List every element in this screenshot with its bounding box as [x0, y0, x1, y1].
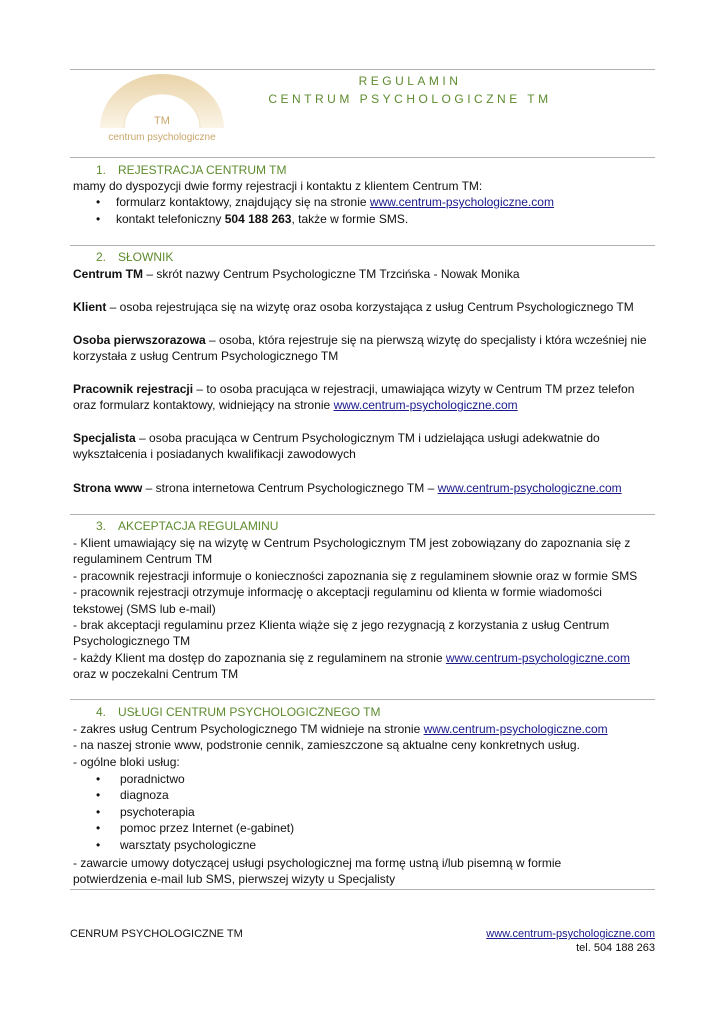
website-link[interactable]: www.centrum-psychologiczne.com	[333, 398, 518, 413]
s1-bullet-2: • kontakt telefoniczny 504 188 263, także w formie SMS.	[96, 212, 409, 226]
divider	[70, 157, 655, 158]
phone-number: 504 188 263	[224, 212, 292, 226]
section-number: 3.	[96, 519, 107, 533]
divider	[70, 699, 655, 700]
section-number: 4.	[96, 705, 107, 719]
divider	[70, 245, 655, 246]
definition-centrum-tm: Centrum TM – skrót nazwy Centrum Psychologiczne TM Trzcińska - Nowak Monika	[73, 267, 520, 281]
s4-intro: - zakres usług Centrum Psychologicznego TM widnieje na stronie www.centrum-psychologiczne.com - na naszej stronie www, podstronie cennik, zamieszczone są aktualne ceny konkretnych usług. - ogólne bloki usług:	[73, 722, 608, 769]
footer-website-link[interactable]: www.centrum-psychologiczne.com	[486, 928, 655, 940]
section-title: REJESTRACJA CENTRUM TM	[118, 163, 287, 177]
list-item: • psychoterapia	[96, 804, 195, 819]
definition-pracownik-rejestracji: Pracownik rejestracji – to osoba pracująca w rejestracji, umawiająca wizyty w Centrum TM przez telefon oraz formularz kontaktowy, widniejący na stronie www.centrum-psychologiczne.com	[73, 382, 635, 413]
section-4-heading	[96, 705, 380, 719]
section-title: USŁUGI CENTRUM PSYCHOLOGICZNEGO TM	[118, 705, 381, 719]
website-link[interactable]: www.centrum-psychologiczne.com	[437, 481, 622, 495]
footer-phone: tel. 504 188 263	[576, 942, 655, 954]
top-divider	[70, 69, 655, 70]
definition-strona-www: Strona www – strona internetowa Centrum Psychologicznego TM – www.centrum-psychologiczne.com	[73, 481, 622, 495]
bullet-icon: •	[96, 212, 101, 226]
footer-right	[486, 927, 655, 955]
definition-specjalista: Specjalista – osoba pracująca w Centrum Psychologicznym TM i udzielająca usługi adekwatnie do wykształcenia i posiadanych kwalifikacji zawodowych	[73, 431, 600, 462]
logo-letters: TM	[154, 115, 170, 127]
section-number: 2.	[96, 250, 107, 264]
bullet-icon: •	[96, 195, 101, 209]
section-title: AKCEPTACJA REGULAMINU	[118, 519, 279, 533]
doc-title: REGULAMIN	[358, 74, 462, 88]
section-title: SŁOWNIK	[118, 250, 174, 264]
logo-text: centrum psychologiczne	[108, 132, 216, 143]
section-1-heading	[96, 163, 286, 177]
list-item: • warsztaty psychologiczne	[96, 837, 257, 852]
divider	[70, 889, 655, 890]
list-item: • diagnoza	[96, 788, 169, 803]
list-item: • pomoc przez Internet (e-gabinet)	[96, 821, 295, 836]
list-item: • poradnictwo	[96, 772, 185, 786]
website-link[interactable]: www.centrum-psychologiczne.com	[423, 722, 608, 736]
section-3-heading	[96, 519, 278, 533]
section-2-heading	[96, 250, 173, 264]
s1-bullet-1: • formularz kontaktowy, znajdujący się na stronie www.centrum-psychologiczne.com	[96, 195, 554, 209]
s3-body: - Klient umawiający się na wizytę w Centrum Psychologicznym TM jest zobowiązany do zapoznania się z regulaminem Centrum TM - pracownik rejestracji informuje o konieczności zapoznania się z regulaminem słownie oraz w formie SMS - pracownik rejestracji otrzymuje informację o akceptacji regulaminu od klienta w formie wiadomości tekstowej (SMS lub e-mail) - brak akceptacji regulaminu przez Klienta wiąże się z jego rezygnacją z korzystania z usług Centrum Psychologicznego TM - każdy Klient ma dostęp do zapoznania się z regulaminem na stronie www.centrum-psychologiczne.com oraz w poczekalni Centrum TM	[73, 536, 638, 682]
definition-osoba-pierwszorazowa: Osoba pierwszorazowa – osoba, która rejestruje się na pierwszą wizytę do specjalisty i która wcześniej nie korzystała z usług Centrum Psychologicznego TM	[73, 333, 647, 364]
service-list	[96, 771, 294, 853]
section-number: 1.	[96, 163, 107, 177]
website-link[interactable]: www.centrum-psychologiczne.com	[369, 195, 554, 209]
divider	[70, 514, 655, 515]
s4-closing: - zawarcie umowy dotyczącej usługi psychologicznej ma formę ustną i/lub pisemną w formie potwierdzenia e-mail lub SMS, pierwszej wizyty u Specjalisty	[73, 856, 562, 887]
definition-klient: Klient – osoba rejestrująca się na wizytę oraz osoba korzystająca z usług Centrum Psychologicznego TM	[73, 300, 634, 314]
s1-intro: mamy do dyspozycji dwie formy rejestracji i kontaktu z klientem Centrum TM:	[73, 179, 483, 193]
website-link[interactable]: www.centrum-psychologiczne.com	[445, 650, 630, 665]
footer-left: CENRUM PSYCHOLOGICZNE TM	[70, 928, 243, 940]
doc-subtitle: CENTRUM PSYCHOLOGICZNE TM	[268, 92, 552, 106]
